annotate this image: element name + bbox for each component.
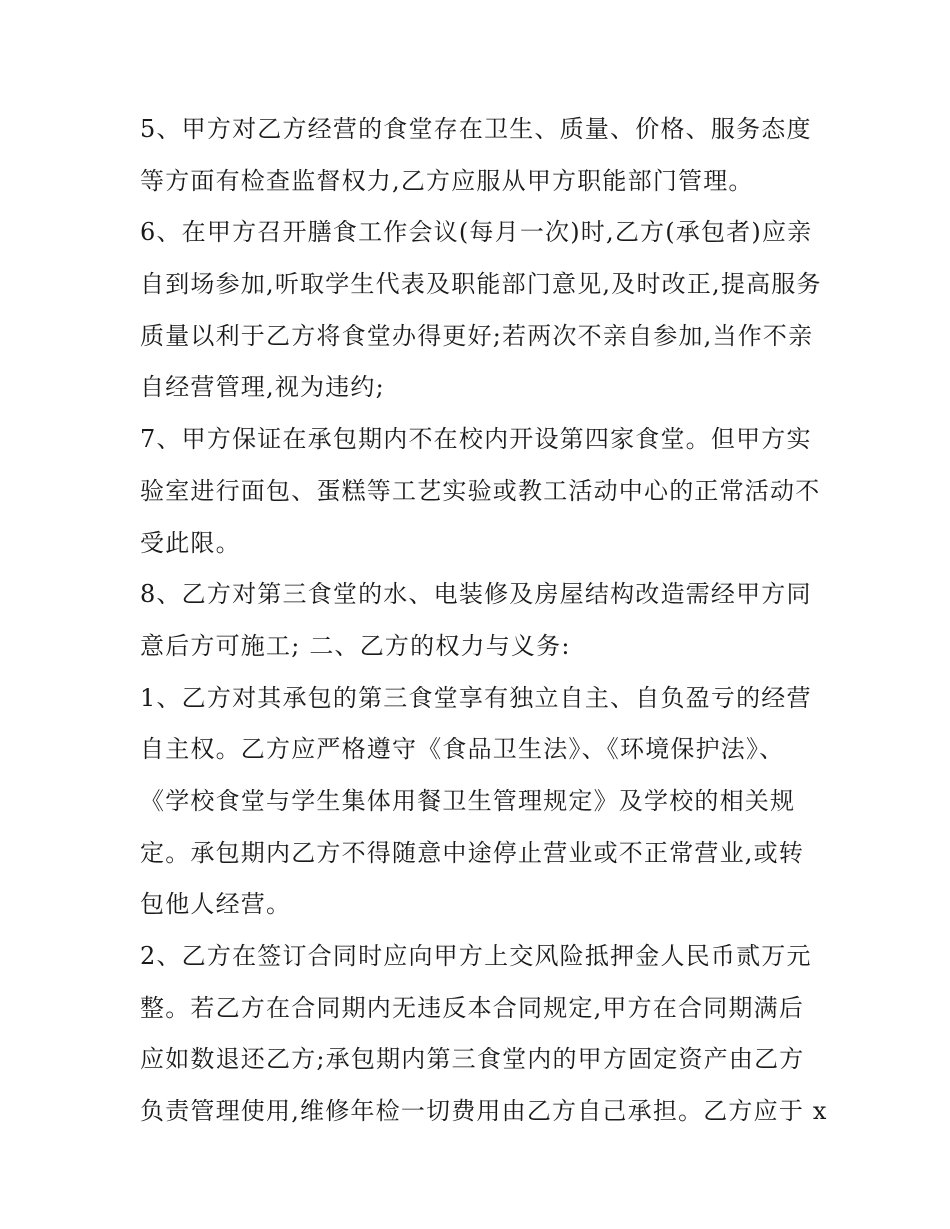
text-line: 质量以利于乙方将食堂办得更好;若两次不亲自参加,当作不亲 — [140, 321, 814, 350]
text-line: 整。若乙方在合同期内无违反本合同规定,甲方在合同期满后 — [140, 993, 805, 1022]
text-line: 负责管理使用,维修年检一切费用由乙方自己承担。乙方应于 x — [140, 1097, 828, 1126]
text-line: 《学校食堂与学生集体用餐卫生管理规定》及学校的相关规 — [140, 786, 796, 815]
text-line: 定。承包期内乙方不得随意中途停止营业或不正常营业,或转 — [140, 838, 805, 867]
text-line: 包他人经营。 — [140, 890, 292, 919]
text-line: 自经营管理,视为违约; — [140, 373, 385, 402]
text-line: 自到场参加,听取学生代表及职能部门意见,及时改正,提高服务 — [140, 270, 822, 299]
text-line: 2、乙方在签订合同时应向甲方上交风险抵押金人民币贰万元 — [140, 942, 812, 970]
text-line: 1、乙方对其承包的第三食堂享有独立自主、自负盈亏的经营 — [140, 683, 812, 712]
document-body — [140, 104, 828, 1138]
text-line: 6、在甲方召开膳食工作会议(每月一次)时,乙方(承包者)应亲 — [140, 218, 813, 247]
text-line: 验室进行面包、蛋糕等工艺实验或教工活动中心的正常活动不 — [140, 476, 821, 505]
text-line: 自主权。乙方应严格遵守《食品卫生法》、《环境保护法》、 — [140, 735, 785, 764]
text-line: 应如数退还乙方;承包期内第三食堂内的甲方固定资产由乙方 — [140, 1045, 805, 1074]
text-line: 等方面有检查监督权力,乙方应服从甲方职能部门管理。 — [140, 166, 754, 195]
text-line: 意后方可施工; 二、乙方的权力与义务: — [140, 631, 571, 660]
text-line: 5、甲方对乙方经营的食堂存在卫生、质量、价格、服务态度 — [140, 115, 812, 143]
text-line: 受此限。 — [140, 528, 241, 557]
text-line: 7、甲方保证在承包期内不在校内开设第四家食堂。但甲方实 — [140, 425, 812, 454]
text-line: 8、乙方对第三食堂的水、电装修及房屋结构改造需经甲方同 — [140, 580, 812, 609]
